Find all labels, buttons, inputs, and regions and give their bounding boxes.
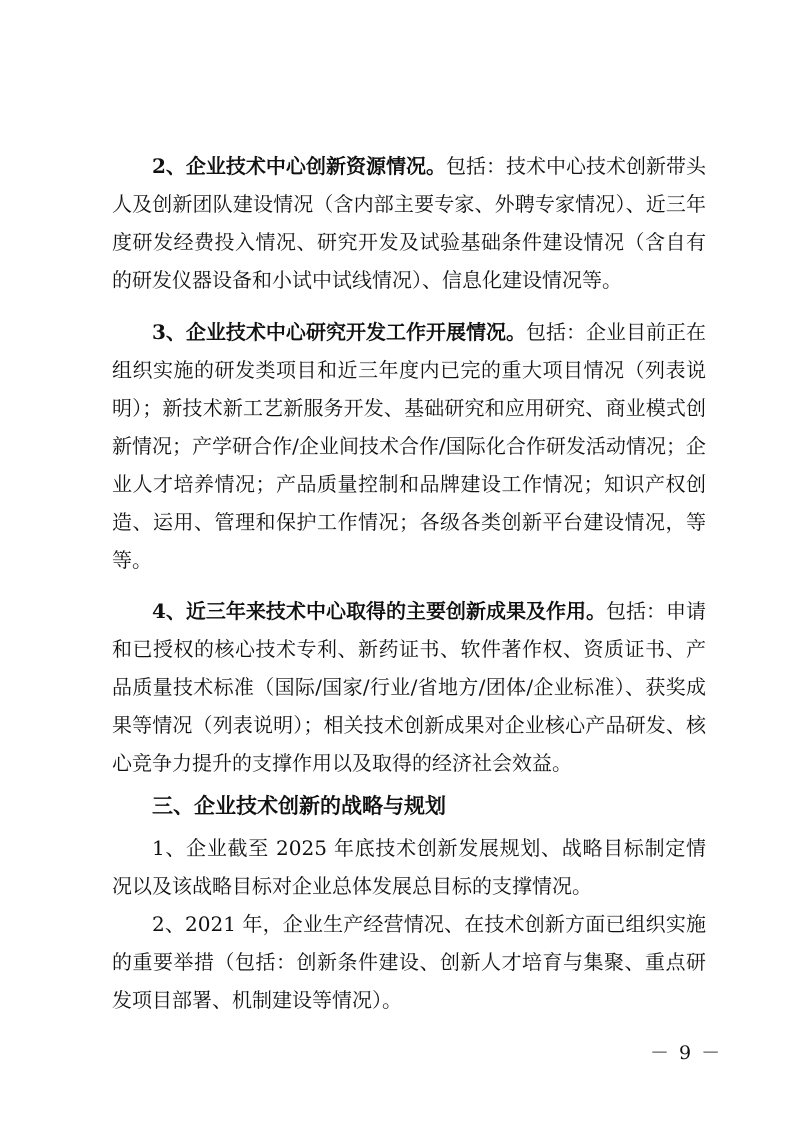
paragraph-item-3-1: 1、企业截至 2025 年底技术创新发展规划、战略目标制定情况以及该战略目标对企业总体发展总目标的支撑情况。 <box>112 836 706 898</box>
paragraph-body: 包括：申请和已授权的核心技术专利、新药证书、软件著作权、资质证书、产品质量技术标准（国际/国家/行业/省地方/团体/企业标准）、获奖成果等情况（列表说明）；相关技术创新成果对企业核心产品研发、核心竞争力提升的支撑作用以及取得的经济社会效益。 <box>112 599 706 775</box>
paragraph-body: 包括：技术中心技术创新带头人及创新团队建设情况（含内部主要专家、外聘专家情况）、近三年度研发经费投入情况、研究开发及试验基础条件建设情况（含自有的研发仪器设备和小试中试线情况）、信息化建设情况等。 <box>112 154 707 292</box>
paragraph-item-3 <box>112 313 706 579</box>
paragraph-body: 包括：企业目前正在组织实施的研发类项目和近三年度内已完的重大项目情况（列表说明）；新技术新工艺新服务开发、基础研究和应用研究、商业模式创新情况；产学研合作/企业间技术合作/国际化合作研发活动情况；企业人才培养情况；产品质量控制和品牌建设工作情况；知识产权创造、运用、管理和保护工作情况；各级各类创新平台建设情况，等等。 <box>112 320 707 572</box>
page-number: － 9 － <box>650 1042 723 1064</box>
paragraph-lead: 3、企业技术中心研究开发工作开展情况。 <box>152 320 526 344</box>
paragraph-lead: 2、企业技术中心创新资源情况。 <box>152 154 446 178</box>
paragraph-lead: 4、近三年来技术中心取得的主要创新成果及作用。 <box>152 599 606 623</box>
paragraph-item-3-2: 2、2021 年，企业生产经营情况、在技术创新方面已组织实施的重要举措（包括：创新条件建设、创新人才培育与集聚、重点研发项目部署、机制建设等情况）。 <box>112 912 706 1012</box>
paragraph-item-4 <box>112 592 706 782</box>
paragraph-item-2 <box>112 147 706 299</box>
section-heading: 三、企业技术创新的战略与规划 <box>152 794 446 818</box>
